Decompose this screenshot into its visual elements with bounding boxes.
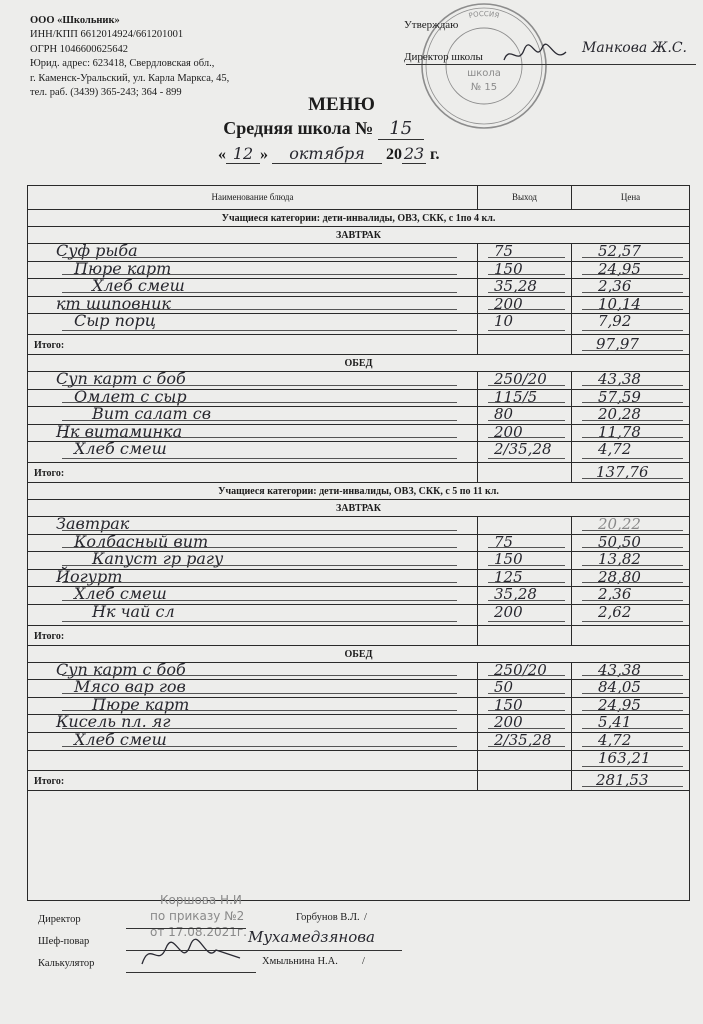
dish-output: 250/20 [494, 660, 547, 679]
output-underline [488, 675, 565, 676]
price-underline [582, 621, 683, 622]
price-cell [572, 442, 689, 462]
table-row [28, 311, 689, 335]
dish-underline [62, 710, 457, 711]
price-cell [572, 314, 689, 334]
price-cell [572, 605, 689, 625]
price-underline [582, 292, 683, 293]
price-cell [572, 335, 689, 354]
date-close-quote: » [260, 146, 268, 163]
dish-name: Суп карт с боб [56, 369, 186, 388]
stamp-country: РОССИЯ [467, 9, 501, 21]
price-underline [582, 458, 683, 459]
output-underline [488, 437, 565, 438]
output-cell [478, 294, 572, 314]
dish-cell [28, 771, 478, 790]
dish-underline [62, 582, 457, 583]
column-header-output: Выход [478, 186, 572, 209]
chef-label: Шеф-повар [38, 936, 90, 947]
school-heading [0, 118, 675, 140]
price-underline [582, 710, 683, 711]
total-row [28, 771, 689, 791]
price-underline [582, 257, 683, 258]
dish-name: Пюре карт [74, 258, 172, 278]
menu-date [218, 144, 439, 164]
note-name: Коршова Н.И [160, 893, 242, 907]
date-open-quote: « [218, 146, 226, 163]
dish-price: 20,22 [598, 515, 641, 533]
dish-output: 75 [494, 532, 514, 551]
meal-row: ЗАВТРАК [28, 500, 689, 517]
output-cell [478, 407, 572, 424]
output-underline [488, 693, 565, 694]
price-cell [572, 532, 689, 552]
output-underline [488, 746, 565, 747]
price-underline [582, 309, 683, 310]
price-cell [572, 259, 689, 279]
director-label: Директор [38, 914, 81, 925]
calculator-slash: / [362, 956, 365, 967]
price-cell [572, 407, 689, 424]
org-ogrn: ОГРН 1046600625642 [30, 43, 128, 55]
column-header-dish: Наименование блюда [28, 186, 478, 209]
dish-output: 35,28 [494, 277, 537, 296]
output-underline [488, 274, 565, 275]
director-slash: / [364, 912, 367, 923]
calculator-label: Калькулятор [38, 958, 95, 969]
total-row [28, 463, 689, 483]
price-cell [572, 660, 689, 680]
total-row [28, 335, 689, 355]
org-address-line-2: г. Каменск-Уральский, ул. Карла Маркса, 45, [30, 72, 230, 84]
output-cell [478, 680, 572, 697]
dish-output: 35,28 [494, 585, 537, 604]
price-underline [582, 330, 683, 331]
dish-price: 5,41 [598, 713, 632, 732]
output-underline [488, 292, 565, 293]
date-year-suffix: 23 [403, 144, 425, 163]
dish-cell [28, 626, 478, 645]
dish-price: 2,36 [598, 277, 632, 296]
dish-name: Хлеб смеш [74, 730, 167, 749]
output-underline [488, 330, 565, 331]
price-underline [582, 600, 683, 601]
dish-output: 115/5 [494, 387, 538, 406]
price-cell [572, 587, 689, 604]
output-underline [488, 600, 565, 601]
price-cell [572, 463, 689, 482]
price-underline [582, 565, 683, 566]
column-header-price: Цена [620, 192, 641, 202]
dish-output: 50 [494, 678, 514, 697]
price-underline [582, 766, 683, 767]
price-cell [572, 680, 689, 697]
output-cell [478, 335, 572, 354]
price-cell [572, 552, 689, 569]
meal-row: ЗАВТРАК [28, 227, 689, 244]
menu-table [27, 185, 690, 901]
output-cell [478, 771, 572, 790]
output-underline [488, 621, 565, 622]
dish-underline [62, 565, 457, 566]
dish-output: 200 [494, 603, 523, 621]
dish-underline [62, 530, 457, 531]
dish-name: Омлет с сыр [74, 386, 187, 406]
dish-name: Йогурт [56, 566, 123, 586]
output-underline [488, 385, 565, 386]
output-cell [478, 733, 572, 750]
dish-cell [28, 439, 478, 462]
dish-price: 2,36 [598, 585, 632, 604]
calculator-name: Хмыльнина Н.А. [262, 956, 338, 967]
svg-text:РОССИЯ [468, 10, 500, 20]
output-cell [478, 626, 572, 645]
dish-output: 150 [494, 695, 523, 714]
note-order: по приказу №2 [150, 909, 245, 923]
dish-underline [62, 274, 457, 275]
dish-name: Нк чай сл [92, 602, 175, 621]
dish-name: Суп карт с боб [56, 659, 186, 679]
dish-output: 150 [494, 550, 523, 569]
total-underline [582, 478, 683, 479]
price-cell [572, 748, 689, 771]
dish-price: 10,14 [598, 294, 641, 313]
dish-price: 4,72 [598, 731, 632, 749]
dish-underline [62, 728, 457, 729]
dish-cell [28, 335, 478, 354]
output-underline [488, 547, 565, 548]
output-cell [478, 552, 572, 569]
output-cell [478, 387, 572, 407]
category-row: Учащиеся категории: дети-инвалиды, ОВЗ, СКК, с 5 по 11 кл. [28, 483, 689, 500]
dish-underline [62, 600, 457, 601]
dish-underline [62, 420, 457, 421]
approval-director-name: Манкова Ж.С. [582, 40, 687, 56]
approval-director-label: Директор школы [404, 51, 483, 63]
dish-price: 163,21 [598, 748, 651, 767]
school-number: 15 [378, 118, 424, 140]
dish-underline [62, 385, 457, 386]
price-cell [572, 695, 689, 715]
output-underline [488, 458, 565, 459]
price-cell [572, 715, 689, 732]
price-cell [572, 244, 689, 261]
output-underline [488, 728, 565, 729]
dish-price: 24,95 [598, 259, 641, 278]
price-underline [582, 274, 683, 275]
dish-underline [62, 330, 457, 331]
meal-row: ОБЕД [28, 646, 689, 663]
output-cell [478, 532, 572, 552]
date-day: 12 [226, 144, 260, 164]
total-underline [582, 786, 683, 787]
price-cell [572, 733, 689, 750]
price-underline [582, 385, 683, 386]
price-cell [572, 294, 689, 314]
output-underline [488, 710, 565, 711]
output-cell [478, 587, 572, 604]
output-underline [488, 565, 565, 566]
total-value: 137,76 [596, 463, 649, 481]
total-value: 97,97 [596, 335, 639, 353]
price-cell [572, 422, 689, 442]
dish-price: 7,92 [598, 312, 632, 331]
output-underline [488, 582, 565, 583]
dish-price: 20,28 [598, 405, 641, 424]
dish-price: 50,50 [598, 532, 641, 551]
price-underline [582, 402, 683, 403]
dish-underline [62, 292, 457, 293]
output-cell [478, 605, 572, 625]
table-row [28, 602, 689, 626]
approval-label: Утверждаю [404, 19, 459, 31]
output-underline [488, 257, 565, 258]
dish-underline [62, 309, 457, 310]
dish-name: Кисель пл. яг [56, 712, 171, 732]
meal-row: ОБЕД [28, 355, 689, 372]
total-value: 281,53 [596, 771, 649, 790]
output-cell [478, 567, 572, 587]
price-underline [582, 547, 683, 548]
org-name: ООО «Школьник» [30, 15, 120, 26]
stamp-school: школа [467, 68, 501, 79]
price-cell [572, 567, 689, 587]
dish-cell [28, 730, 478, 750]
dish-output: 75 [494, 242, 514, 260]
dish-name: Вит салат св [92, 404, 212, 424]
table-row [28, 748, 689, 772]
dish-underline [62, 746, 457, 747]
price-underline [582, 728, 683, 729]
output-cell [478, 751, 572, 771]
output-cell [478, 422, 572, 442]
price-underline [582, 693, 683, 694]
table-row [28, 730, 689, 751]
dish-underline [62, 547, 457, 548]
dish-price: 24,95 [598, 695, 641, 714]
dish-name: Хлеб смеш [74, 439, 167, 459]
dish-name: Пюре карт [92, 694, 190, 714]
dish-name: Нк витаминка [56, 421, 183, 441]
page-title: МЕНЮ [308, 94, 375, 115]
approval-block [404, 18, 483, 63]
date-year-prefix: 20 [386, 146, 402, 163]
total-label: Итого: [34, 468, 65, 479]
dish-cell [28, 463, 478, 482]
dish-cell [28, 602, 478, 625]
dish-output: 125 [494, 567, 523, 586]
dish-price: 52,57 [598, 242, 641, 260]
dish-output: 2/35,28 [494, 731, 552, 749]
output-cell [478, 695, 572, 715]
output-underline [488, 420, 565, 421]
dish-underline [62, 675, 457, 676]
dish-output: 200 [494, 713, 523, 732]
chef-name-handwritten: Мухамедзянова [248, 928, 375, 946]
dish-name: Суф рыба [56, 241, 138, 260]
director-sign-line [126, 928, 246, 929]
dish-output: 200 [494, 294, 523, 313]
price-underline [582, 675, 683, 676]
dish-output: 150 [494, 259, 523, 278]
price-cell [572, 387, 689, 407]
output-cell [478, 244, 572, 261]
dish-underline [62, 693, 457, 694]
dish-price: 57,59 [598, 387, 641, 406]
output-cell [478, 660, 572, 680]
price-cell [572, 626, 689, 645]
price-underline [582, 530, 683, 531]
dish-name: Сыр порц [74, 311, 156, 331]
output-cell [478, 463, 572, 482]
calculator-sign-line [126, 972, 256, 973]
price-underline [582, 582, 683, 583]
dish-price: 43,38 [598, 660, 641, 679]
dish-output: 250/20 [494, 370, 547, 388]
output-cell [478, 517, 572, 534]
dish-output: 80 [494, 405, 514, 424]
org-address-line-1: Юрид. адрес: 623418, Свердловская обл., [30, 58, 215, 70]
org-phone: тел. раб. (3439) 365-243; 364 - 899 [30, 87, 182, 99]
dish-underline [62, 458, 457, 459]
dish-name: Капуст гр рагу [92, 549, 224, 569]
dish-cell [28, 311, 478, 334]
output-underline [488, 402, 565, 403]
date-month: октября [272, 144, 382, 164]
output-underline [488, 309, 565, 310]
total-label: Итого: [34, 630, 65, 642]
stamp-number: № 15 [470, 82, 498, 93]
dish-price: 4,72 [598, 440, 632, 459]
table-row [28, 549, 689, 570]
dish-underline [62, 621, 457, 622]
output-cell [478, 442, 572, 462]
dish-price: 11,78 [598, 422, 641, 441]
total-label: Итого: [34, 340, 65, 351]
table-header-row [28, 186, 689, 210]
dish-name: Колбасный вит [74, 531, 209, 551]
price-cell [572, 279, 689, 296]
table-row [28, 439, 689, 463]
dish-output: 200 [494, 422, 523, 441]
output-cell [478, 259, 572, 279]
dish-name: Хлеб смеш [74, 584, 167, 604]
dish-cell [28, 751, 478, 771]
category-row: Учащиеся категории: дети-инвалиды, ОВЗ, СКК, с 1по 4 кл. [28, 210, 689, 227]
dish-price: 13,82 [598, 550, 641, 569]
note-date: от 17.08.2021г. [150, 925, 247, 939]
dish-output: 10 [494, 312, 514, 331]
dish-name: кт шиповник [56, 293, 171, 313]
price-cell [572, 771, 689, 790]
dish-price: 2,62 [598, 603, 632, 621]
school-prefix: Средняя школа № [223, 118, 374, 138]
dish-price: 84,05 [598, 678, 641, 697]
director-signature [500, 38, 570, 68]
price-underline [582, 420, 683, 421]
total-label: Итого: [34, 776, 65, 788]
dish-price: 43,38 [598, 370, 641, 388]
output-cell [478, 279, 572, 296]
total-underline [582, 350, 683, 351]
dish-price: 28,80 [598, 567, 641, 586]
calculator-signature [136, 938, 246, 972]
price-cell [572, 372, 689, 389]
dish-name: Хлеб смеш [92, 276, 185, 296]
price-underline [582, 437, 683, 438]
director-name: Горбунов В.Л. [296, 912, 360, 923]
output-cell [478, 715, 572, 732]
total-row [28, 626, 689, 646]
price-underline [582, 746, 683, 747]
org-inn: ИНН/КПП 6612014924/661201001 [30, 29, 184, 41]
date-year-end: г. [430, 146, 440, 163]
dish-underline [62, 437, 457, 438]
dish-name: Завтрак [56, 514, 130, 533]
output-cell [478, 372, 572, 389]
dish-underline [62, 257, 457, 258]
dish-underline [62, 402, 457, 403]
dish-name: Мясо вар гов [74, 677, 186, 697]
organization-info [30, 14, 229, 100]
price-cell [572, 517, 689, 534]
dish-output: 2/35,28 [494, 440, 552, 459]
output-cell [478, 314, 572, 334]
